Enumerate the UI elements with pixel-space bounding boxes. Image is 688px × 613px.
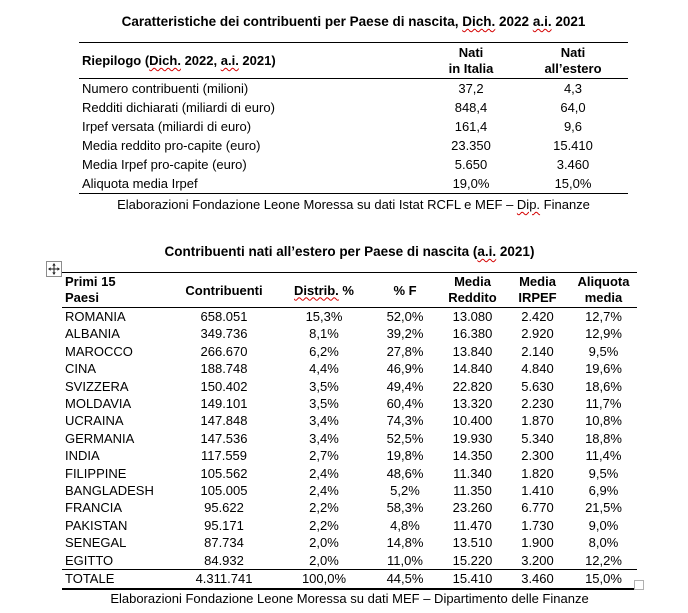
caption-text: 2021 [551, 14, 586, 29]
table-row [62, 534, 637, 551]
cell-country: ALBANIA [65, 326, 120, 342]
cell-distrib: 3,5% [309, 378, 339, 394]
misspelled-word: Dich. [462, 14, 496, 29]
table-row [79, 174, 628, 194]
cell-contribuenti: 117.559 [200, 448, 248, 464]
table-row [79, 136, 628, 155]
header-text: % [338, 282, 354, 298]
cell-country: FILIPPINE [65, 465, 127, 481]
summary-table [79, 42, 628, 194]
cell-country: UCRAINA [65, 413, 124, 429]
cell-media-reddito: 13.510 [452, 535, 493, 551]
cell-f: 74,3% [386, 413, 424, 429]
cell-contribuenti: 87.734 [204, 535, 244, 551]
header-percent-f: % F [393, 282, 417, 298]
cell-media-reddito: 22.820 [452, 378, 493, 394]
misspelled-word: a.i. [532, 14, 552, 29]
cell-country: MOLDAVIA [65, 396, 132, 412]
cell-media-irpef: 2.230 [521, 396, 554, 412]
footnote-text: Finanze [540, 197, 590, 212]
table-row [62, 517, 637, 534]
cell-f: 39,2% [386, 326, 424, 342]
cell-contribuenti: 188.748 [200, 361, 248, 377]
cell-contribuenti: 105.562 [200, 465, 248, 481]
header-riepilogo [79, 43, 424, 79]
table-row [79, 117, 628, 136]
table-move-handle[interactable] [46, 261, 62, 277]
cell-distrib: 2,0% [309, 552, 339, 568]
cell-aliquota: 11,7% [585, 396, 622, 412]
table-row [62, 412, 637, 429]
cell-media-irpef: 1.730 [521, 517, 554, 533]
misspelled-word: Dip. [516, 197, 541, 212]
cell-distrib: 3,5% [309, 396, 339, 412]
cell-aliquota: 9,5% [588, 343, 619, 359]
cell-contribuenti: 147.536 [200, 430, 248, 446]
cell-distrib: 2,0% [309, 535, 339, 551]
cell-f: 52,5% [386, 430, 424, 446]
cell-media-reddito: 23.260 [452, 500, 493, 516]
cell-media-reddito: 19.930 [452, 430, 493, 446]
cell-contribuenti: 349.736 [200, 326, 248, 342]
cell-media-irpef: 2.300 [521, 448, 554, 464]
header-text: 2022, [180, 53, 221, 68]
table-row [62, 552, 637, 570]
cell-distrib: 4,4% [309, 361, 339, 377]
cell-distrib: 6,2% [309, 343, 339, 359]
cell-media-irpef: 3.460 [521, 571, 554, 587]
table-row [79, 79, 628, 99]
cell-estero: 15,0% [554, 176, 592, 191]
cell-media-irpef: 1.820 [521, 465, 554, 481]
cell-aliquota: 11,4% [585, 448, 622, 464]
table-header-row [62, 273, 637, 308]
cell-f: 58,3% [386, 500, 424, 516]
cell-contribuenti: 147.848 [200, 413, 248, 429]
cell-label: Aliquota media Irpef [82, 176, 198, 191]
cell-contribuenti: 95.171 [204, 517, 244, 533]
table-row [62, 325, 637, 342]
cell-country: SENEGAL [65, 535, 127, 551]
cell-distrib: 2,7% [309, 448, 339, 464]
header-text: Riepilogo ( [82, 53, 150, 68]
cell-label: Irpef versata (miliardi di euro) [82, 119, 252, 134]
cell-estero: 4,3 [563, 81, 583, 96]
header-media-irpef [505, 273, 570, 308]
header-text: 2021) [238, 53, 276, 68]
header-contribuenti: Contribuenti [185, 282, 263, 298]
cell-label: Media Irpef pro-capite (euro) [82, 157, 247, 172]
cell-country: FRANCIA [65, 500, 123, 516]
cell-aliquota: 21,5% [585, 500, 622, 516]
misspelled-word: Distrib. [294, 282, 339, 298]
cell-country: INDIA [65, 448, 100, 464]
cell-italia: 37,2 [458, 81, 484, 96]
cell-label: Media reddito pro-capite (euro) [82, 138, 261, 153]
header-nati-italia [424, 43, 518, 79]
header-line: Media [519, 274, 556, 289]
cell-aliquota: 6,9% [588, 483, 619, 499]
header-line: Aliquota [577, 274, 630, 289]
cell-italia: 19,0% [452, 176, 490, 191]
cell-aliquota: 12,2% [585, 552, 622, 568]
cell-country: GERMANIA [65, 430, 135, 446]
header-paesi [62, 273, 170, 308]
table-row [62, 482, 637, 499]
table2-caption [62, 243, 637, 261]
cell-contribuenti: 150.402 [200, 378, 248, 394]
table-row [62, 378, 637, 395]
table-row [62, 395, 637, 412]
cell-aliquota: 8,0% [588, 535, 619, 551]
cell-distrib: 3,4% [309, 430, 339, 446]
cell-f: 11,0% [387, 552, 423, 568]
cell-distrib: 2,4% [309, 483, 339, 499]
cell-media-reddito: 15.410 [452, 571, 493, 587]
cell-media-reddito: 11.340 [453, 465, 492, 481]
cell-f: 52,0% [386, 309, 424, 324]
cell-country: EGITTO [65, 552, 114, 568]
header-line: Nati [560, 44, 586, 60]
cell-f: 44,5% [386, 571, 424, 587]
cell-f: 5,2% [390, 483, 420, 499]
cell-country: SVIZZERA [65, 378, 129, 394]
cell-media-reddito: 13.080 [452, 309, 493, 324]
table-header-row [79, 43, 628, 79]
cell-distrib: 8,1% [309, 326, 339, 342]
header-line: IRPEF [518, 290, 557, 305]
header-media-reddito [440, 273, 505, 308]
cell-f: 46,9% [386, 361, 424, 377]
caption-text: Contribuenti nati all’estero per Paese di nascita ( [164, 244, 478, 259]
table-row [62, 465, 637, 482]
cell-media-reddito: 10.400 [452, 413, 493, 429]
caption-text: 2022 [495, 14, 533, 29]
cell-aliquota: 10,8% [585, 413, 622, 429]
header-line: in Italia [448, 60, 494, 76]
header-line: Reddito [448, 290, 497, 305]
cell-f: 27,8% [386, 343, 424, 359]
cell-f: 4,8% [390, 517, 420, 533]
cell-aliquota: 18,8% [585, 430, 622, 446]
header-line: Media [454, 274, 491, 289]
table-row [79, 98, 628, 117]
cell-media-reddito: 14.840 [452, 361, 493, 377]
cell-media-reddito: 11.470 [453, 517, 492, 533]
cell-italia: 161,4 [454, 119, 488, 134]
cell-media-reddito: 11.350 [453, 483, 492, 499]
cell-country: BANGLADESH [65, 483, 154, 499]
cell-italia: 5.650 [454, 157, 488, 172]
header-line: Nati [458, 44, 484, 60]
cell-media-irpef: 4.840 [521, 361, 554, 377]
table2-footnote: Elaborazioni Fondazione Leone Moressa su dati MEF – Dipartimento delle Finanze [110, 591, 589, 606]
cell-aliquota: 18,6% [585, 378, 622, 394]
misspelled-word: a.i. [220, 53, 239, 68]
cell-f: 60,4% [386, 396, 424, 412]
cell-aliquota: 12,9% [585, 326, 622, 342]
cell-country: MAROCCO [65, 343, 133, 359]
misspelled-word: Dich. [149, 53, 181, 68]
caption-text: 2021) [496, 244, 535, 259]
cell-country: ROMANIA [65, 309, 126, 324]
table-resize-handle[interactable] [634, 580, 644, 590]
cell-aliquota: 9,5% [588, 465, 619, 481]
cell-media-reddito: 15.220 [452, 552, 493, 568]
caption-text: Caratteristiche dei contribuenti per Paese di nascita, [121, 14, 463, 29]
cell-distrib: 3,4% [309, 413, 339, 429]
table-row [62, 343, 637, 360]
cell-f: 14,8% [386, 535, 424, 551]
cell-f: 48,6% [386, 465, 424, 481]
table-row [62, 430, 637, 447]
cell-media-reddito: 14.350 [452, 448, 493, 464]
cell-media-irpef: 1.900 [521, 535, 554, 551]
cell-distrib: 2,2% [309, 500, 339, 516]
cell-contribuenti: 4.311.741 [195, 571, 253, 587]
cell-contribuenti: 105.005 [200, 483, 248, 499]
cell-aliquota: 19,6% [585, 361, 622, 377]
table-row [62, 308, 637, 326]
misspelled-word: a.i. [477, 244, 497, 259]
cell-media-irpef: 1.870 [521, 413, 554, 429]
table1-caption [79, 13, 628, 31]
cell-media-reddito: 13.320 [452, 396, 493, 412]
cell-media-irpef: 1.410 [521, 483, 554, 499]
header-line: media [584, 290, 623, 305]
cell-label: Numero contribuenti (milioni) [82, 81, 249, 96]
cell-media-irpef: 2.420 [521, 309, 554, 324]
cell-italia: 848,4 [454, 100, 488, 115]
cell-media-irpef: 5.630 [521, 378, 554, 394]
cell-f: 19,8% [386, 448, 424, 464]
cell-media-irpef: 6.770 [521, 500, 554, 516]
cell-country: CINA [65, 361, 97, 377]
cell-estero: 15.410 [553, 138, 593, 153]
table-row [62, 360, 637, 377]
cell-distrib: 2,2% [309, 517, 339, 533]
countries-table [62, 272, 637, 590]
cell-label: Redditi dichiarati (miliardi di euro) [82, 100, 275, 115]
table-row [62, 499, 637, 516]
cell-estero: 3.460 [556, 157, 590, 172]
cell-country: PAKISTAN [65, 517, 128, 533]
cell-aliquota: 9,0% [588, 517, 619, 533]
table1-footnote [79, 197, 628, 213]
cell-media-irpef: 2.140 [521, 343, 554, 359]
cell-media-reddito: 13.840 [452, 343, 493, 359]
cell-contribuenti: 84.932 [204, 552, 244, 568]
cell-media-irpef: 2.920 [521, 326, 554, 342]
cell-estero: 9,6 [563, 119, 583, 134]
footnote-text: Elaborazioni Fondazione Leone Moressa su dati Istat RCFL e MEF – [117, 197, 517, 212]
cell-media-reddito: 16.380 [452, 326, 493, 342]
cell-media-irpef: 3.200 [521, 552, 554, 568]
cell-country: TOTALE [65, 571, 115, 587]
header-line: all’estero [544, 60, 602, 76]
cell-contribuenti: 266.670 [200, 343, 248, 359]
cell-distrib: 15,3% [305, 309, 343, 324]
move-icon [48, 263, 60, 275]
header-aliquota [570, 273, 637, 308]
cell-estero: 64,0 [560, 100, 586, 115]
cell-contribuenti: 149.101 [200, 396, 248, 412]
table-total-row [62, 570, 637, 590]
table-row [62, 447, 637, 464]
cell-contribuenti: 95.622 [204, 500, 244, 516]
cell-aliquota: 12,7% [585, 309, 622, 324]
cell-distrib: 100,0% [301, 571, 347, 587]
cell-distrib: 2,4% [309, 465, 339, 481]
cell-aliquota: 15,0% [585, 571, 622, 587]
header-line: Paesi [65, 290, 99, 305]
cell-contribuenti: 658.051 [200, 309, 248, 324]
table-row [79, 155, 628, 174]
cell-f: 49,4% [386, 378, 424, 394]
cell-media-irpef: 5.340 [521, 430, 554, 446]
cell-italia: 23.350 [451, 138, 491, 153]
header-nati-estero [518, 43, 628, 79]
header-line: Primi 15 [65, 274, 116, 289]
header-distrib [278, 273, 370, 308]
